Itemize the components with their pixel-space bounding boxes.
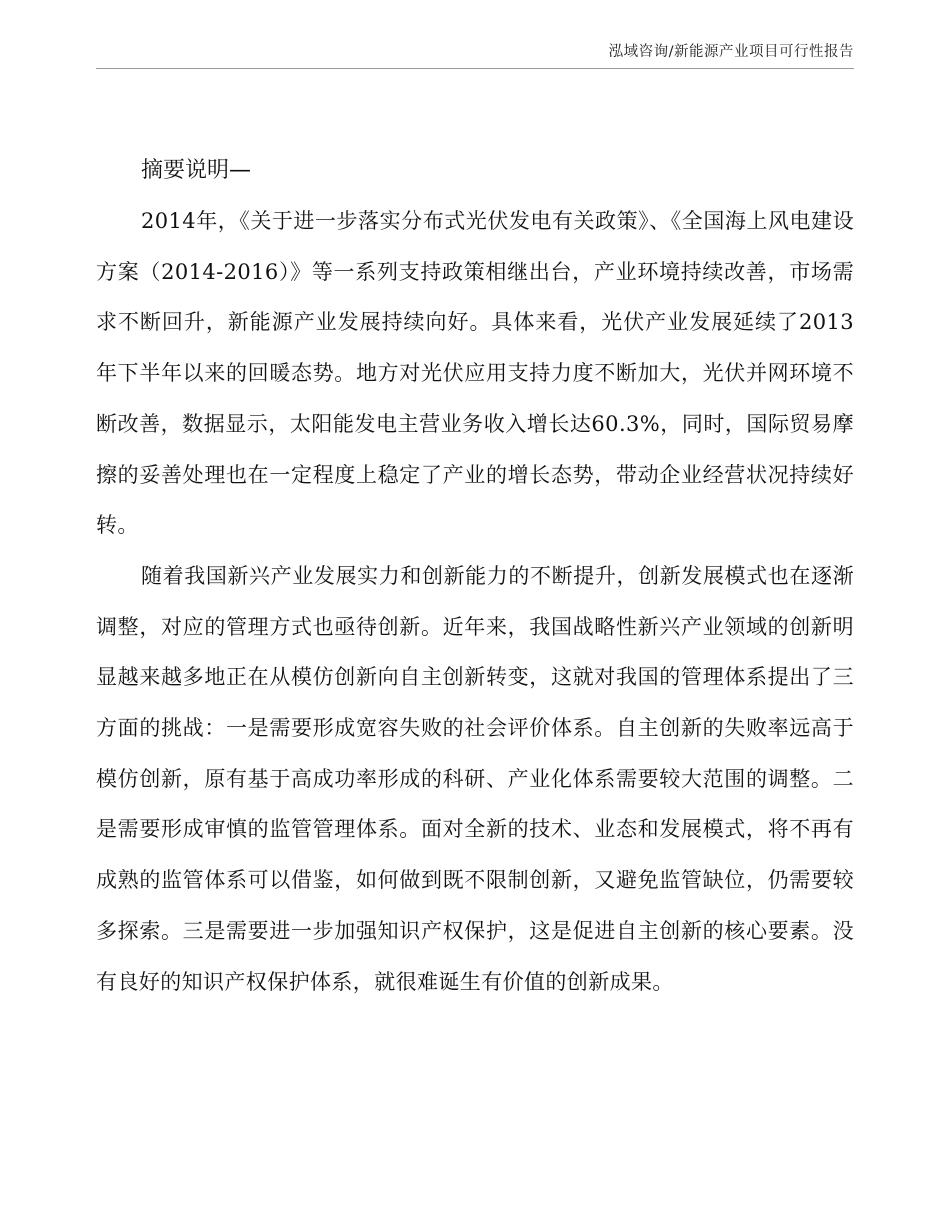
- section-title: 摘要说明—: [141, 158, 252, 183]
- paragraph-innovation-challenges: 随着我国新兴产业发展实力和创新能力的不断提升，创新发展模式也在逐渐调整，对应的管理方式也亟待创新。近年来，我国战略性新兴产业领域的创新明显越来越多地正在从模仿创新向自主创新转变，这就对我国的管理体系提出了三方面的挑战：一是需要形成宽容失败的社会评价体系。自主创新的失败率远高于模仿创新，原有基于高成功率形成的科研、产业化体系需要较大范围的调整。二是需要形成审慎的监管管理体系。面对全新的技术、业态和发展模式，将不再有成熟的监管体系可以借鉴，如何做到既不限制创新，又避免监管缺位，仍需要较多探索。三是需要进一步加强知识产权保护，这是促进自主创新的核心要素。没有良好的知识产权保护体系，就很难诞生有价值的创新成果。: [96, 563, 854, 994]
- running-header: 泓域咨询/新能源产业项目可行性报告: [608, 44, 854, 60]
- paragraph-policy-overview: 2014年，《关于进一步落实分布式光伏发电有关政策》、《全国海上风电建设方案（2014-2016）》等一系列支持政策相继出台，产业环境持续改善，市场需求不断回升，新能源产业发展持续向好。具体来看，光伏产业发展延续了2013年下半年以来的回暖态势。地方对光伏应用支持力度不断加大，光伏并网环境不断改善，数据显示，太阳能发电主营业务收入增长达60.3%，同时，国际贸易摩擦的妥善处理也在一定程度上稳定了产业的增长态势，带动企业经营状况持续好转。: [96, 209, 854, 538]
- document-body: [96, 146, 854, 1007]
- header-divider: [96, 68, 854, 69]
